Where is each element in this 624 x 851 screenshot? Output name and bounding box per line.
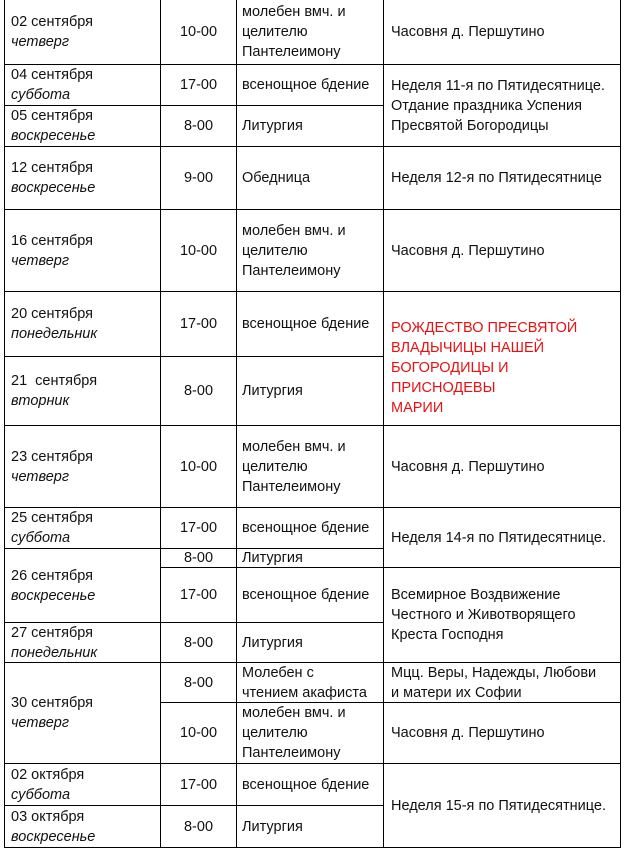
service-text: всенощное бдение [242, 316, 370, 332]
time-cell [160, 209, 237, 292]
note-cell [383, 425, 621, 508]
note-text: Неделя 12-я по Пятидесятнице [391, 170, 602, 186]
date-text: 03 октября [11, 808, 85, 825]
note-text: Всемирное Воздвижение [391, 587, 561, 603]
service-text: Пантелеимону [242, 745, 341, 761]
note-cell [383, 146, 621, 210]
service-cell [236, 507, 384, 549]
service-text: Пантелеимону [242, 262, 341, 279]
time-text: 8-00 [183, 818, 214, 835]
service-text: Пантелеимону [242, 478, 341, 495]
date-cell [4, 805, 161, 848]
feast-text: БОГОРОДИЦЫ И ПРИСНОДЕВЫ [391, 360, 509, 396]
date-cell [4, 64, 161, 106]
time-cell [160, 64, 237, 106]
note-text: Часовня д. Першутино [391, 242, 545, 259]
service-text: всенощное бдение [242, 587, 370, 603]
note-cell [383, 507, 621, 568]
weekday-text: суббота [11, 786, 71, 803]
date-cell [4, 105, 161, 147]
weekday-text: воскресенье [11, 128, 96, 144]
feast-text: РОЖДЕСТВО ПРЕСВЯТОЙ [391, 320, 578, 336]
time-text: 8-00 [183, 550, 214, 566]
date-text: 25 сентября [11, 510, 94, 526]
date-text: 12 сентября [11, 160, 94, 176]
note-text: Неделя 14-я по Пятидесятнице. [391, 529, 607, 546]
note-text: Часовня д. Першутино [391, 725, 545, 741]
note-text: Неделя 11-я по Пятидесятнице. [391, 77, 605, 94]
weekday-text: четверг [11, 715, 70, 731]
service-cell [236, 291, 384, 357]
service-cell [236, 567, 384, 623]
time-cell [160, 622, 237, 663]
date-cell [4, 622, 161, 663]
time-cell [160, 805, 237, 848]
date-cell [4, 662, 161, 764]
weekday-text: вторник [11, 393, 70, 409]
service-text: Литургия [242, 118, 303, 134]
service-cell [236, 0, 384, 65]
service-text: всенощное бдение [242, 77, 370, 93]
service-cell [236, 622, 384, 663]
weekday-text: суббота [11, 530, 71, 546]
service-text: Литургия [242, 383, 303, 399]
time-cell [160, 356, 237, 426]
time-cell [160, 507, 237, 549]
note-cell [383, 662, 621, 703]
service-cell [236, 805, 384, 848]
time-cell [160, 291, 237, 357]
note-text: и матери их Софии [391, 684, 522, 701]
time-cell [160, 425, 237, 508]
time-text: 10-00 [179, 725, 218, 741]
note-text: Отдание праздника Успения [391, 97, 582, 114]
note-text: Пресвятой Богородицы [391, 117, 549, 134]
note-text: Мцц. Веры, Надежды, Любови [391, 664, 597, 681]
date-cell [4, 356, 161, 426]
time-text: 9-00 [183, 170, 214, 186]
service-cell [236, 702, 384, 764]
note-text: Креста Господня [391, 627, 504, 643]
time-text: 17-00 [179, 77, 218, 93]
time-cell [160, 662, 237, 703]
date-cell [4, 209, 161, 292]
service-text: целителю [242, 242, 308, 259]
time-text: 8-00 [183, 383, 214, 399]
service-text: целителю [242, 725, 308, 741]
service-cell [236, 209, 384, 292]
time-cell [160, 146, 237, 210]
service-text: всенощное бдение [242, 520, 370, 536]
time-text: 17-00 [179, 316, 218, 332]
feast-text: ВЛАДЫЧИЦЫ НАШЕЙ [391, 340, 545, 356]
date-cell [4, 291, 161, 357]
date-cell [4, 0, 161, 65]
service-text: целителю [242, 24, 308, 40]
time-cell [160, 702, 237, 764]
service-text: целителю [242, 458, 308, 475]
service-cell [236, 662, 384, 703]
time-text: 8-00 [183, 674, 214, 691]
weekday-text: четверг [11, 34, 70, 50]
service-text: Литургия [242, 634, 303, 651]
time-cell [160, 0, 237, 65]
service-text: Пантелеимону [242, 44, 341, 60]
time-cell [160, 105, 237, 147]
weekday-text: четверг [11, 252, 70, 269]
service-text: молебен вмч. и [242, 222, 346, 239]
service-cell [236, 64, 384, 106]
service-cell [236, 425, 384, 508]
service-text: Литургия [242, 818, 303, 835]
date-text: 04 сентября [11, 67, 94, 83]
service-text: Литургия [242, 550, 303, 566]
date-text: 20 сентября [11, 306, 94, 322]
weekday-text: воскресенье [11, 828, 96, 845]
date-text: 05 сентября [11, 108, 94, 124]
weekday-text: воскресенье [11, 180, 96, 196]
date-text: 02 сентября [11, 14, 94, 30]
service-cell [236, 548, 384, 568]
note-text: Неделя 15-я по Пятидесятнице. [391, 797, 607, 814]
note-cell [383, 763, 621, 848]
note-cell [383, 209, 621, 292]
date-text: 21 сентября [11, 373, 98, 389]
service-cell [236, 105, 384, 147]
date-cell [4, 507, 161, 549]
date-text: 30 сентября [11, 695, 94, 711]
time-text: 8-00 [183, 634, 214, 651]
service-text: молебен вмч. и [242, 4, 346, 20]
date-cell [4, 763, 161, 806]
date-cell [4, 548, 161, 623]
time-text: 10-00 [179, 458, 218, 475]
service-cell [236, 356, 384, 426]
weekday-text: понедельник [11, 326, 98, 342]
time-text: 17-00 [179, 776, 218, 793]
time-text: 8-00 [183, 118, 214, 134]
date-cell [4, 146, 161, 210]
date-text: 27 сентября [11, 624, 94, 641]
time-text: 17-00 [179, 587, 218, 603]
service-cell [236, 146, 384, 210]
service-cell [236, 763, 384, 806]
date-text: 02 октября [11, 766, 85, 783]
note-cell [383, 702, 621, 764]
note-cell [383, 64, 621, 147]
weekday-text: четверг [11, 468, 70, 485]
service-text: всенощное бдение [242, 776, 370, 793]
date-text: 26 сентября [11, 567, 94, 584]
note-text: Часовня д. Першутино [391, 24, 545, 40]
service-text: молебен вмч. и [242, 438, 346, 455]
time-text: 10-00 [179, 24, 218, 40]
schedule-table [5, 0, 622, 849]
weekday-text: понедельник [11, 644, 98, 661]
date-text: 16 сентября [11, 232, 94, 249]
note-cell [383, 0, 621, 65]
time-text: 10-00 [179, 242, 218, 259]
weekday-text: суббота [11, 87, 71, 103]
date-text: 23 сентября [11, 448, 94, 465]
feast-text: МАРИИ [391, 400, 444, 416]
time-text: 17-00 [179, 520, 218, 536]
note-text: Часовня д. Першутино [391, 458, 545, 475]
time-cell [160, 567, 237, 623]
service-text: Обедница [242, 170, 311, 186]
time-cell [160, 763, 237, 806]
service-text: чтением акафиста [242, 684, 367, 701]
service-text: молебен вмч. и [242, 705, 346, 721]
note-text: Честного и Животворящего [391, 607, 576, 623]
note-cell [383, 567, 621, 663]
feast-note-cell [383, 291, 621, 426]
time-cell [160, 548, 237, 568]
service-text: Молебен с [242, 664, 314, 681]
weekday-text: воскресенье [11, 587, 96, 604]
date-cell [4, 425, 161, 508]
